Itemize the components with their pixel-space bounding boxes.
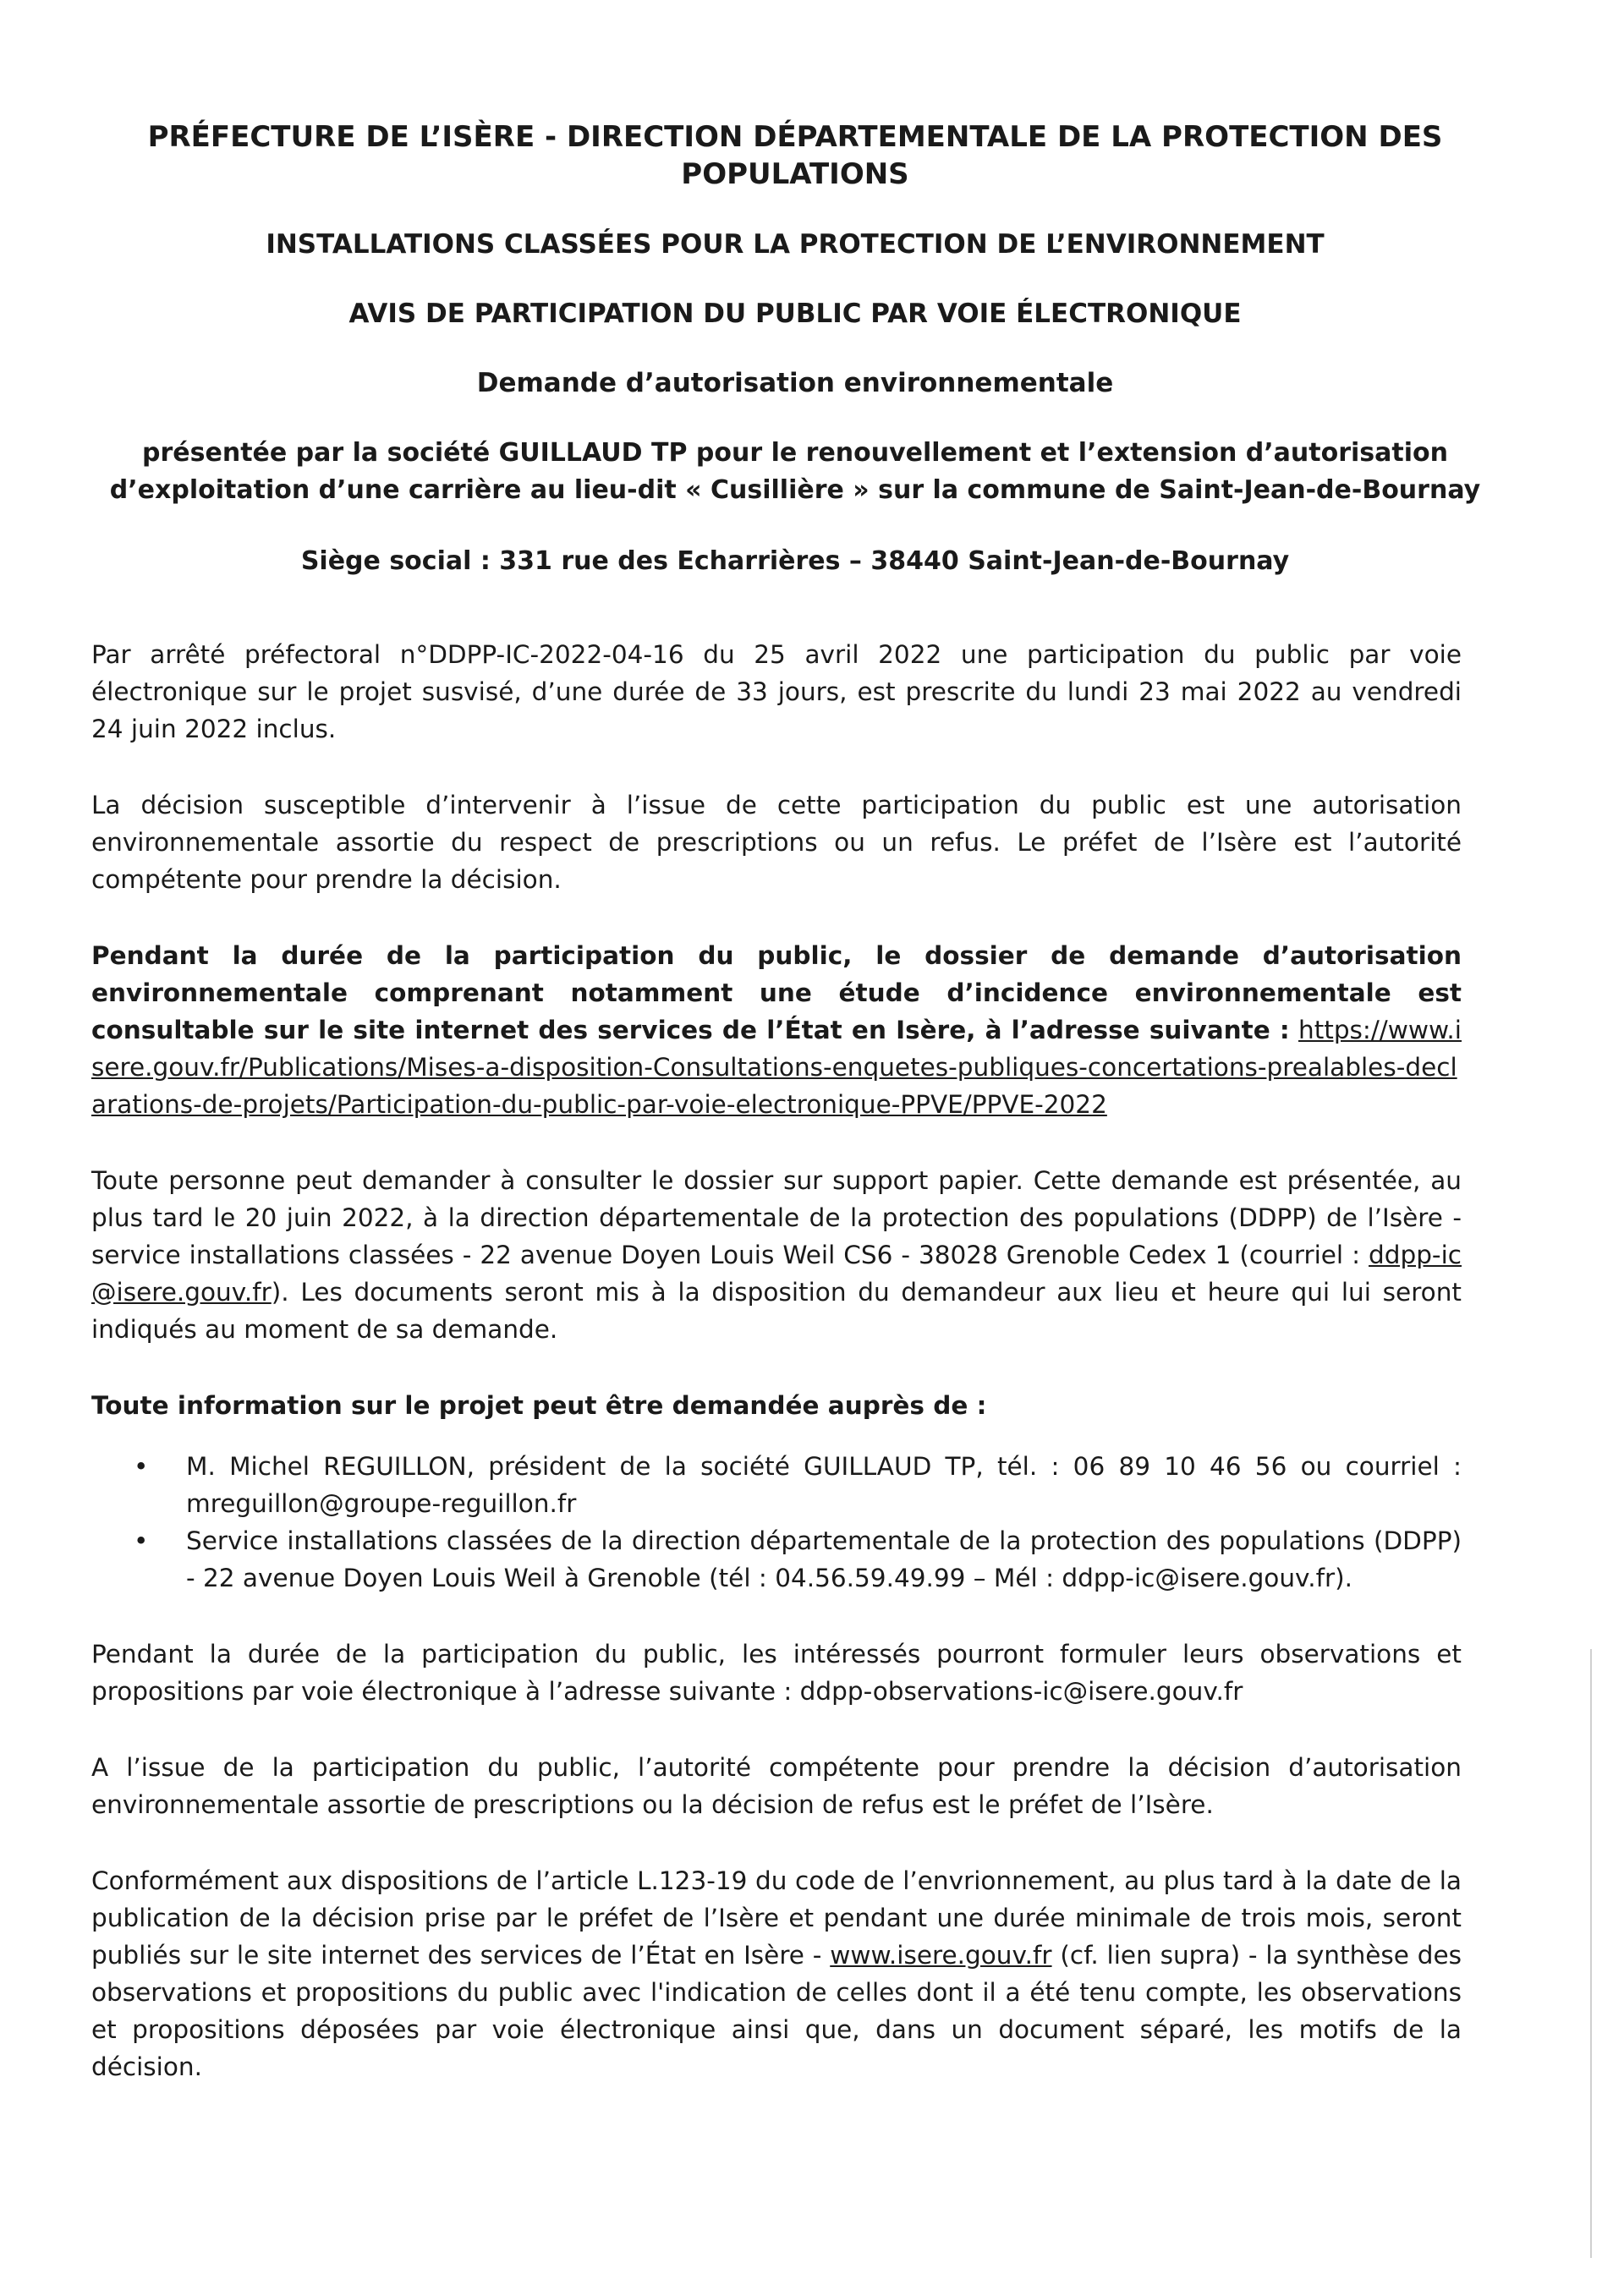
paper-request-paragraph <box>91 1162 1462 1348</box>
document-header <box>102 118 1489 580</box>
paper-request-text-end: ). Les documents seront mis à la disposition du demandeur aux lieu et heure qui lui seront indiqués au moment de sa demande. <box>91 1278 1462 1344</box>
list-item <box>91 1448 1462 1522</box>
consultation-paragraph <box>91 937 1462 1123</box>
ddpp-email-link[interactable]: ddpp-ic@isere.gouv.fr <box>91 1241 1462 1307</box>
consultation-link[interactable]: https://www.isere.gouv.fr/Publications/Mises-a-disposition-Consultations-enquetes-publiques-concertations-prealables-declarations-de-projets/Participation-du-public-par-voie-electronique-PPVE/PPVE-2022 <box>91 1016 1462 1119</box>
notice-title: AVIS DE PARTICIPATION DU PUBLIC PAR VOIE ÉLECTRONIQUE <box>348 299 1242 329</box>
contacts-list <box>91 1448 1462 1597</box>
document-body <box>91 636 1462 2124</box>
authority-paragraph: A l’issue de la participation du public, l’autorité compétente pour prendre la décision d’autorisation environnementale assortie de prescriptions ou la décision de refus est le préfet de l’Isère. <box>91 1753 1462 1819</box>
publication-paragraph <box>91 1862 1462 2085</box>
contact-president: M. Michel REGUILLON, président de la société GUILLAUD TP, tél. : 06 89 10 46 56 ou courriel : mreguillon@groupe-reguillon.fr <box>186 1452 1462 1518</box>
decision-paragraph: La décision susceptible d’intervenir à l’issue de cette participation du public est une autorisation environnementale assortie du respect de prescriptions ou un refus. Le préfet de l’Isère est l’autorité compétente pour prendre la décision. <box>91 791 1462 894</box>
consultation-text: Pendant la durée de la participation du public, le dossier de demande d’autorisation environnementale comprenant notamment une étude d’incidence environnementale est consultable sur le site internet des services de l’État en Isère, à l’adresse suivante : <box>91 941 1462 1044</box>
bullet-icon: • <box>134 1526 149 1555</box>
applicant-description: présentée par la société GUILLAUD TP pour le renouvellement et l’extension d’autorisation d’exploitation d’une carrière au lieu-dit « Cusillière » sur la commune de Saint-Jean-de-Bournay <box>109 438 1481 505</box>
head-office-address: Siège social : 331 rue des Echarrières – 38440 Saint-Jean-de-Bournay <box>300 546 1290 576</box>
publication-text-end: (cf. lien supra) - la synthèse des observations et propositions du public avec l'indication de celles dont il a été tenu compte, les observations et propositions déposées par voie électronique ainsi que, dans un document séparé, les motifs de la décision. <box>91 1941 1462 2081</box>
list-item <box>91 1522 1462 1597</box>
bullet-icon: • <box>134 1452 149 1481</box>
prefecture-title: PRÉFECTURE DE L’ISÈRE - DIRECTION DÉPARTEMENTALE DE LA PROTECTION DES POPULATIONS <box>147 120 1443 191</box>
paper-request-text: Toute personne peut demander à consulter le dossier sur support papier. Cette demande est présentée, au plus tard le 20 juin 2022, à la direction départementale de la protection des populations (DDPP) de l’Isère - service installations classées - 22 avenue Doyen Louis Weil CS6 - 38028 Grenoble Cedex 1 (courriel : <box>91 1166 1462 1269</box>
contact-service: Service installations classées de la direction départementale de la protection des populations (DDPP) - 22 avenue Doyen Louis Weil à Grenoble (tél : 04.56.59.49.99 – Mél : ddpp-ic@isere.gouv.fr). <box>186 1526 1462 1592</box>
request-title: Demande d’autorisation environnementale <box>476 368 1114 398</box>
decree-paragraph: Par arrêté préfectoral n°DDPP-IC-2022-04-16 du 25 avril 2022 une participation du public par voie électronique sur le projet susvisé, d’une durée de 33 jours, est prescrite du lundi 23 mai 2022 au vendredi 24 juin 2022 inclus. <box>91 640 1462 743</box>
observations-paragraph: Pendant la durée de la participation du public, les intéressés pourront formuler leurs observations et propositions par voie électronique à l’adresse suivante : ddpp-observations-ic@isere.gouv.fr <box>91 1640 1462 1706</box>
category-title: INSTALLATIONS CLASSÉES POUR LA PROTECTION DE L’ENVIRONNEMENT <box>266 229 1325 260</box>
scan-edge-line <box>1590 1649 1592 2258</box>
publication-text: Conformément aux dispositions de l’article L.123-19 du code de l’envrionnement, au plus tard à la date de la publication de la décision prise par le préfet de l’Isère et pendant une durée minimale de trois mois, seront publiés sur le site internet des services de l’État en Isère - <box>91 1866 1462 1970</box>
info-contacts-heading: Toute information sur le projet peut être demandée auprès de : <box>91 1391 987 1420</box>
isere-website-link[interactable]: www.isere.gouv.fr <box>830 1941 1052 1970</box>
